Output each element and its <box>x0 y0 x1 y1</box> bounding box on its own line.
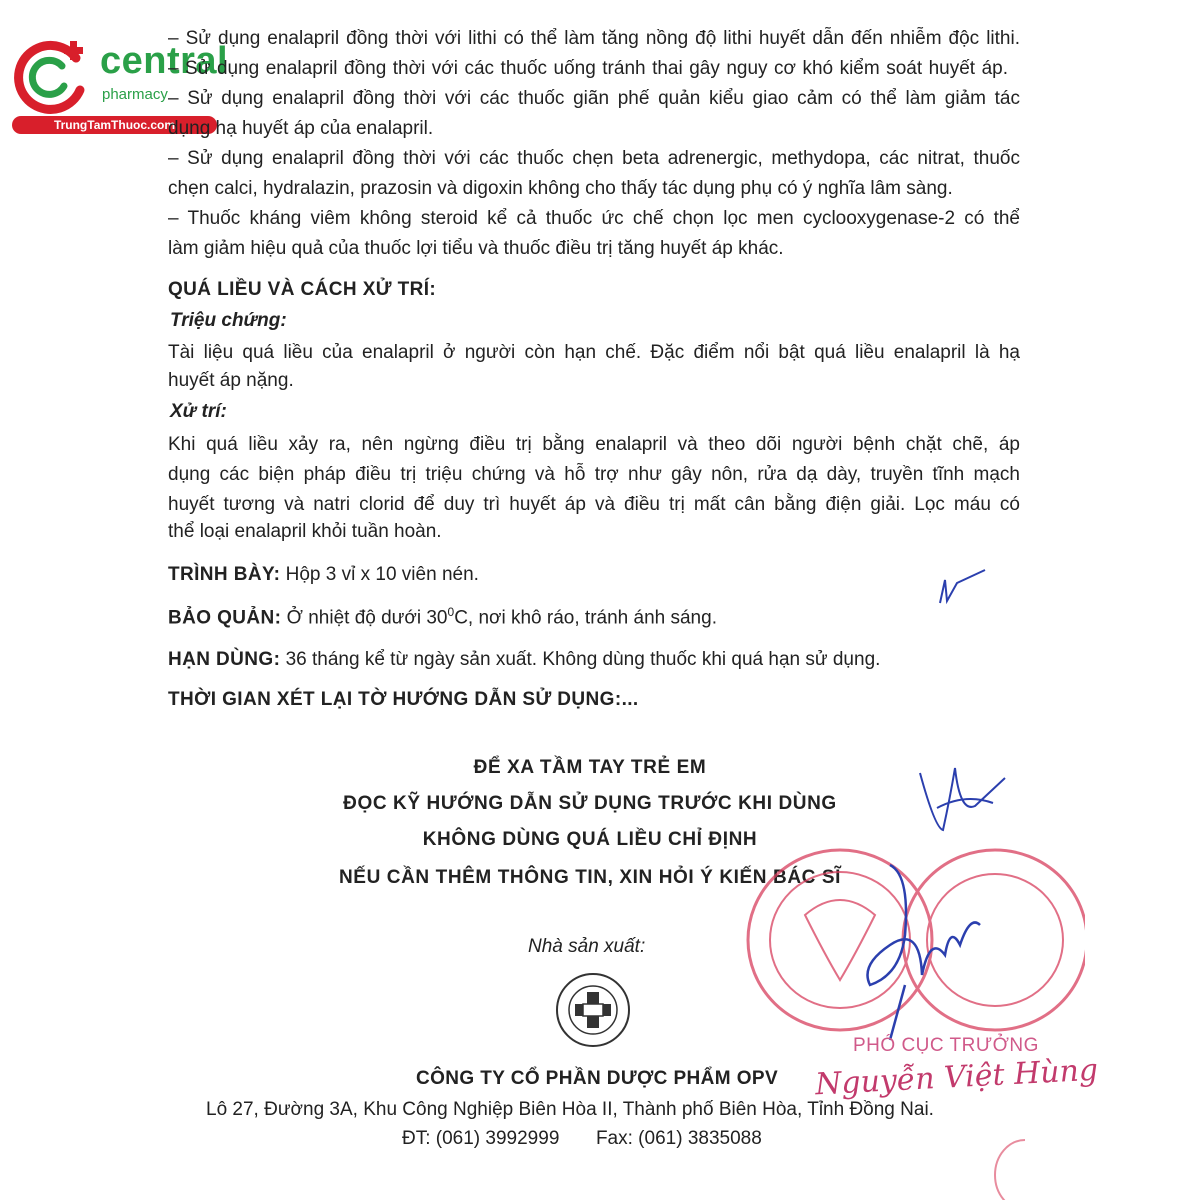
central-pharmacy-logo-icon <box>10 36 95 116</box>
brand-subtitle: pharmacy <box>102 86 168 103</box>
brand-url: TrungTamThuoc.com <box>12 116 217 134</box>
treatment-line-3: huyết tương và natri clorid để duy trì huyết áp và điều trị mất cân bằng điện giải. Lọc máu có <box>168 494 1020 515</box>
symptoms-line-2: huyết áp nặng. <box>168 370 294 391</box>
presentation-row <box>168 564 479 586</box>
treatment-label: Xử trí: <box>170 401 227 422</box>
storage-value-pre: Ở nhiệt độ dưới 30 <box>286 607 448 629</box>
manufacturer-name: CÔNG TY CỔ PHẦN DƯỢC PHẨM OPV <box>416 1068 779 1089</box>
treatment-line-4: thể loại enalapril khỏi tuần hoàn. <box>168 521 442 542</box>
storage-row <box>168 605 717 629</box>
interaction-bullet-5-line-2: làm giảm hiệu quả của thuốc lợi tiểu và thuốc điều trị tăng huyết áp khác. <box>168 238 784 259</box>
manufacturer-address: Lô 27, Đường 3A, Khu Công Nghiệp Biên Hòa II, Thành phố Biên Hòa, Tỉnh Đồng Nai. <box>206 1099 934 1120</box>
interaction-bullet-4-line-2: chẹn calci, hydralazin, prazosin và digoxin không cho thấy tác dụng phụ có ý nghĩa lâm sàng. <box>168 178 953 199</box>
expiry-row <box>168 649 880 671</box>
interaction-bullet-3-line-2: dụng hạ huyết áp của enalapril. <box>168 118 434 139</box>
symptoms-label: Triệu chứng: <box>170 310 287 331</box>
expiry-value: 36 tháng kể từ ngày sản xuất. Không dùng thuốc khi quá hạn sử dụng. <box>285 649 881 670</box>
warning-line-1: ĐỂ XA TẦM TAY TRẺ EM <box>473 757 707 778</box>
storage-value-post: C, nơi khô ráo, tránh ánh sáng. <box>454 607 717 629</box>
review-heading: THỜI GIAN XÉT LẠI TỜ HƯỚNG DẪN SỬ DỤNG:... <box>168 689 639 710</box>
treatment-line-1: Khi quá liều xảy ra, nên ngừng điều trị bằng enalapril và theo dõi người bệnh chặt chẽ, áp <box>168 434 1020 455</box>
interaction-bullet-1-line-1: – Sử dụng enalapril đồng thời với lithi có thể làm tăng nồng độ lithi huyết dẫn đến nhiễm độc lithi. <box>168 28 1020 49</box>
opv-company-logo-icon <box>553 970 633 1050</box>
interaction-bullet-3-line-1: – Sử dụng enalapril đồng thời với các thuốc giãn phế quản kiểu giao cảm có thể làm giảm tác <box>168 88 1020 109</box>
storage-degree: 0 <box>447 605 455 619</box>
interaction-bullet-4-line-1: – Sử dụng enalapril đồng thời với các thuốc chẹn beta adrenergic, methydopa, các nitrat, thuốc <box>168 148 1020 169</box>
initial-mark-icon <box>935 565 995 610</box>
manufacturer-phone: ĐT: (061) 3992999 <box>402 1128 560 1149</box>
symptoms-line-1: Tài liệu quá liều của enalapril ở người còn hạn chế. Đặc điểm nổi bật quá liều enalapril là hạ <box>168 342 1020 363</box>
signature-icon <box>850 855 990 1045</box>
presentation-label: TRÌNH BÀY: <box>168 564 281 585</box>
approval-name: Nguyễn Việt Hùng <box>814 1052 1099 1103</box>
manufacturer-fax: Fax: (061) 3835088 <box>595 1128 762 1149</box>
warning-line-4: NẾU CẦN THÊM THÔNG TIN, XIN HỎI Ý KIẾN BÁC SĨ <box>338 867 842 888</box>
manufacturer-label: Nhà sản xuất: <box>528 936 646 957</box>
initial-signature-icon <box>915 758 1010 838</box>
interaction-bullet-5-line-1: – Thuốc kháng viêm không steroid kể cả thuốc ức chế chọn lọc men cyclooxygenase-2 có thể <box>168 208 1020 229</box>
manufacturer-contacts <box>402 1128 762 1150</box>
expiry-label: HẠN DÙNG: <box>168 649 281 670</box>
presentation-value: Hộp 3 vỉ x 10 viên nén. <box>285 564 479 585</box>
overdose-heading: QUÁ LIỀU VÀ CÁCH XỬ TRÍ: <box>168 279 437 300</box>
treatment-line-2: dụng các biện pháp điều trị triệu chứng và hỗ trợ như gây nôn, rửa dạ dày, truyền tĩnh mạch <box>168 464 1020 485</box>
warning-line-3: KHÔNG DÙNG QUÁ LIỀU CHỈ ĐỊNH <box>422 829 758 850</box>
stamp-fragment-icon <box>985 1130 1025 1200</box>
interaction-bullet-2-line-1: – Sử dụng enalapril đồng thời với các thuốc uống tránh thai gây nguy cơ khó kiểm soát huyết áp. <box>168 58 1008 79</box>
warning-line-2: ĐỌC KỸ HƯỚNG DẪN SỬ DỤNG TRƯỚC KHI DÙNG <box>343 793 837 814</box>
storage-label: BẢO QUẢN: <box>168 607 282 629</box>
approval-title: PHÓ CỤC TRƯỞNG <box>853 1035 1039 1056</box>
brand-name: central <box>100 40 229 82</box>
